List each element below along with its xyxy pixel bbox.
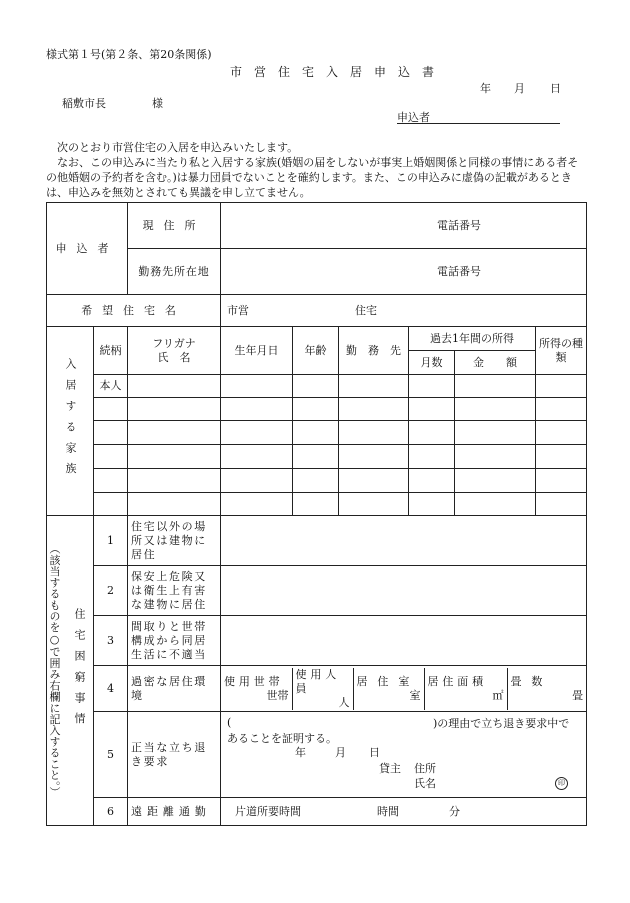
family-cell[interactable] bbox=[293, 398, 339, 421]
family-cell[interactable] bbox=[536, 398, 587, 421]
family-cell[interactable] bbox=[409, 493, 455, 516]
applicant-signature-line[interactable] bbox=[397, 123, 560, 124]
commute-time-field[interactable] bbox=[221, 798, 587, 826]
family-row bbox=[47, 469, 587, 493]
col-relation: 続柄 bbox=[94, 327, 128, 375]
reason-open-paren: ( bbox=[227, 716, 232, 729]
hardship-no-3: 3 bbox=[94, 616, 128, 666]
family-cell[interactable] bbox=[128, 398, 221, 421]
crowding-details bbox=[221, 666, 587, 712]
housing-suffix: 住宅 bbox=[355, 304, 378, 317]
rooms-unit: 室 bbox=[409, 688, 421, 702]
hardship-no-4: 4 bbox=[94, 666, 128, 712]
family-row bbox=[47, 493, 587, 516]
family-row bbox=[47, 375, 587, 398]
rooms-cell[interactable] bbox=[353, 668, 424, 710]
seal-icon: 印 bbox=[555, 777, 568, 790]
family-cell[interactable] bbox=[339, 445, 409, 469]
current-address-field[interactable] bbox=[221, 203, 587, 249]
family-cell[interactable] bbox=[221, 398, 293, 421]
family-cell[interactable] bbox=[128, 469, 221, 493]
col-name-text: 氏 名 bbox=[157, 350, 191, 364]
workplace-address-field[interactable] bbox=[221, 249, 587, 295]
page-title: 市 営 住 宅 入 居 申 込 書 bbox=[230, 65, 435, 79]
rooms-label: 居住室 bbox=[356, 674, 420, 688]
workplace-phone-label: 電話番号 bbox=[437, 265, 482, 278]
family-cell[interactable] bbox=[293, 445, 339, 469]
col-months: 月数 bbox=[409, 351, 455, 375]
col-workplace: 勤 務 先 bbox=[339, 327, 409, 375]
family-cell[interactable] bbox=[221, 469, 293, 493]
workplace-address-label: 勤務先所在地 bbox=[128, 249, 221, 295]
hardship-no-5: 5 bbox=[94, 712, 128, 798]
relation-self: 本人 bbox=[94, 375, 128, 398]
housing-prefix: 市営 bbox=[227, 304, 250, 317]
col-age: 年齢 bbox=[293, 327, 339, 375]
family-cell[interactable] bbox=[293, 469, 339, 493]
households-unit: 世帯 bbox=[266, 688, 289, 702]
family-cell[interactable] bbox=[536, 421, 587, 445]
family-cell[interactable] bbox=[128, 375, 221, 398]
family-cell[interactable] bbox=[221, 375, 293, 398]
col-name bbox=[128, 327, 221, 375]
area-label: 居住面積 bbox=[427, 674, 487, 688]
family-cell[interactable] bbox=[94, 469, 128, 493]
landlord-address-label: 住所 bbox=[414, 762, 437, 775]
family-cell[interactable] bbox=[455, 469, 536, 493]
family-row bbox=[47, 421, 587, 445]
hardship-field-3[interactable] bbox=[221, 616, 587, 666]
family-cell[interactable] bbox=[409, 421, 455, 445]
minutes-unit: 分 bbox=[449, 805, 461, 818]
family-row bbox=[47, 445, 587, 469]
hardship-text-1: 住宅以外の場所又は建物に居住 bbox=[128, 516, 221, 566]
tatami-label: 畳数 bbox=[510, 674, 553, 688]
hardship-text-6: 遠距離通勤 bbox=[128, 798, 221, 826]
tatami-unit: 畳 bbox=[572, 688, 584, 702]
date-day: 日 bbox=[550, 82, 561, 95]
applicant-section-label: 申込者 bbox=[47, 203, 128, 295]
family-cell[interactable] bbox=[339, 493, 409, 516]
persons-label: 使用人員 bbox=[295, 667, 341, 695]
family-cell[interactable] bbox=[409, 445, 455, 469]
family-row bbox=[47, 398, 587, 421]
desired-housing-label: 希望住宅名 bbox=[47, 295, 221, 327]
family-cell[interactable] bbox=[94, 493, 128, 516]
hardship-note: （該当するものを○で囲み右欄に記入すること。） bbox=[48, 543, 61, 798]
cert-date-month: 月 bbox=[335, 746, 347, 759]
area-cell[interactable] bbox=[424, 668, 507, 710]
persons-unit: 人 bbox=[338, 695, 350, 709]
col-kana: フリガナ bbox=[152, 336, 196, 350]
intro-p2: なお、この申込みに当たり私と入居する家族(婚姻の届をしないが事実上婚姻関係と同様の事情にある者その他婚姻の予約者を含む。)は暴力団員でないことを確約します。また、この申込みに虚偽の記載があるときは、申込みを無効とされても異議を申し立てません。 bbox=[46, 156, 579, 199]
family-cell[interactable] bbox=[455, 421, 536, 445]
hardship-text-2: 保安上危険又は衛生上有害な建物に居住 bbox=[128, 566, 221, 616]
eviction-certificate[interactable] bbox=[221, 712, 587, 798]
family-cell[interactable] bbox=[94, 398, 128, 421]
family-cell[interactable] bbox=[339, 421, 409, 445]
col-income-type: 所得の種 類 bbox=[536, 327, 587, 375]
desired-housing-field[interactable] bbox=[221, 295, 587, 327]
hours-unit: 時間 bbox=[377, 805, 400, 818]
date-year: 年 bbox=[480, 82, 491, 95]
col-amount: 金 額 bbox=[455, 351, 536, 375]
hardship-text-3: 間取りと世帯構成から同居生活に不適当 bbox=[128, 616, 221, 666]
persons-cell[interactable] bbox=[292, 668, 353, 710]
family-cell[interactable] bbox=[339, 375, 409, 398]
family-cell[interactable] bbox=[128, 493, 221, 516]
family-cell[interactable] bbox=[339, 398, 409, 421]
hardship-field-2[interactable] bbox=[221, 566, 587, 616]
family-cell[interactable] bbox=[409, 375, 455, 398]
family-cell[interactable] bbox=[409, 398, 455, 421]
cert-date-year: 年 bbox=[295, 746, 307, 759]
area-unit: ㎡ bbox=[492, 688, 504, 702]
intro-p1: 次のとおり市営住宅の入居を申込みいたします。 bbox=[57, 141, 299, 154]
family-cell[interactable] bbox=[221, 493, 293, 516]
households-label: 使用世帯 bbox=[224, 674, 284, 688]
family-cell[interactable] bbox=[536, 469, 587, 493]
hardship-text-5: 正当な立ち退き要求 bbox=[128, 712, 221, 798]
family-cell[interactable] bbox=[536, 445, 587, 469]
current-address-label: 現住所 bbox=[128, 203, 221, 249]
col-income: 過去1年間の所得 bbox=[409, 327, 536, 351]
hardship-section-label bbox=[47, 516, 94, 826]
family-cell[interactable] bbox=[455, 398, 536, 421]
address-phone-label: 電話番号 bbox=[437, 219, 482, 232]
application-form-table bbox=[46, 202, 595, 826]
family-cell[interactable] bbox=[293, 421, 339, 445]
family-cell[interactable] bbox=[293, 375, 339, 398]
family-cell[interactable] bbox=[455, 445, 536, 469]
family-cell[interactable] bbox=[128, 421, 221, 445]
date-month: 月 bbox=[514, 82, 525, 95]
cert-date-day: 日 bbox=[369, 746, 381, 759]
applicant-label: 申込者 bbox=[397, 111, 430, 124]
family-cell[interactable] bbox=[94, 445, 128, 469]
hardship-no-1: 1 bbox=[94, 516, 128, 566]
households-cell[interactable] bbox=[221, 668, 292, 710]
oneway-label: 片道所要時間 bbox=[235, 805, 302, 818]
family-cell[interactable] bbox=[128, 445, 221, 469]
tatami-cell[interactable] bbox=[507, 668, 586, 710]
family-cell[interactable] bbox=[94, 421, 128, 445]
family-cell[interactable] bbox=[293, 493, 339, 516]
hardship-label: 住宅困窮事情 bbox=[73, 607, 86, 734]
family-cell[interactable] bbox=[455, 493, 536, 516]
landlord-label: 貸主 bbox=[379, 762, 402, 775]
col-birthdate: 生年月日 bbox=[221, 327, 293, 375]
honorific: 様 bbox=[152, 97, 163, 110]
family-cell[interactable] bbox=[455, 375, 536, 398]
family-cell[interactable] bbox=[221, 421, 293, 445]
hardship-no-6: 6 bbox=[94, 798, 128, 826]
family-cell[interactable] bbox=[536, 375, 587, 398]
hardship-no-2: 2 bbox=[94, 566, 128, 616]
family-cell[interactable] bbox=[536, 493, 587, 516]
eviction-statement: )の理由で立ち退き要求中であることを証明する。 bbox=[227, 717, 570, 745]
family-cell[interactable] bbox=[339, 469, 409, 493]
hardship-field-1[interactable] bbox=[221, 516, 587, 566]
family-cell[interactable] bbox=[409, 469, 455, 493]
family-cell[interactable] bbox=[221, 445, 293, 469]
form-number: 様式第１号(第２条、第20条関係) bbox=[46, 48, 212, 61]
addressee: 稲敷市長 bbox=[62, 97, 106, 110]
hardship-text-4: 過密な居住環境 bbox=[128, 666, 221, 712]
family-section-label: 入居する家族 bbox=[47, 327, 94, 516]
landlord-name-label: 氏名 bbox=[414, 777, 437, 790]
